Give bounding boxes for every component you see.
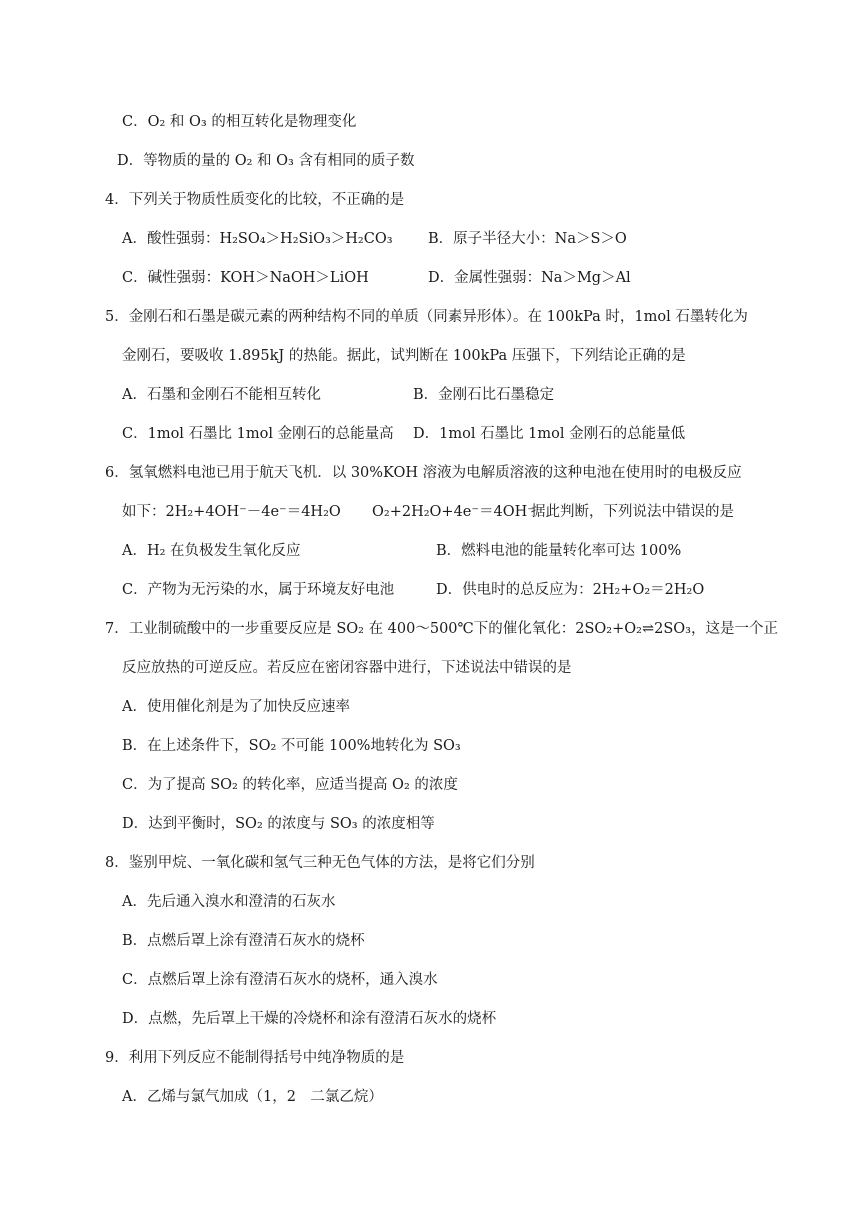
q8-option-b: B．点燃后罩上涂有澄清石灰水的烧杯 (122, 933, 365, 949)
q6-stem-line1: 6．氢氧燃料电池已用于航天飞机．以 30%KOH 溶液为电解质溶液的这种电池在使用时的电极反应 (105, 465, 742, 481)
q8-stem: 8．鉴别甲烷、一氧化碳和氢气三种无色气体的方法，是将它们分别 (105, 855, 535, 871)
q9-option-a: A．乙烯与氯气加成（1，2 二氯乙烷） (122, 1089, 383, 1105)
q7-stem-line2: 反应放热的可逆反应。若反应在密闭容器中进行，下述说法中错误的是 (122, 660, 572, 676)
q4-option-d: D．金属性强弱：Na＞Mg＞Al (428, 270, 631, 286)
q6-reaction-cathode: O₂+2H₂O+4e⁻＝4OH⁻ (372, 504, 535, 520)
q8-option-a: A．先后通入溴水和澄清的石灰水 (122, 894, 336, 910)
q7-option-d: D．达到平衡时，SO₂ 的浓度与 SO₃ 的浓度相等 (122, 816, 435, 832)
q7-option-a: A．使用催化剂是为了加快反应速率 (122, 699, 350, 715)
q7-option-c: C．为了提高 SO₂ 的转化率，应适当提高 O₂ 的浓度 (122, 777, 458, 793)
q6-option-b: B．燃料电池的能量转化率可达 100% (436, 543, 682, 559)
q5-stem-line1: 5．金刚石和石墨是碳元素的两种结构不同的单质（同素异形体）。在 100kPa 时，1mol 石墨转化为 (105, 309, 748, 325)
q6-option-c: C．产物为无污染的水，属于环境友好电池 (122, 582, 395, 598)
q7-option-b: B．在上述条件下，SO₂ 不可能 100%地转化为 SO₃ (122, 738, 461, 754)
q4-option-a: A．酸性强弱：H₂SO₄＞H₂SiO₃＞H₂CO₃ (122, 231, 393, 247)
q6-stem-question: 据此判断，下列说法中错误的是 (531, 504, 734, 520)
q5-option-a: A．石墨和金刚石不能相互转化 (122, 387, 321, 403)
q8-option-d: D．点燃，先后罩上干燥的冷烧杯和涂有澄清石灰水的烧杯 (122, 1011, 497, 1027)
q5-stem-line2: 金刚石，要吸收 1.895kJ 的热能。据此，试判断在 100kPa 压强下，下列结论正确的是 (122, 348, 686, 364)
q6-option-a: A．H₂ 在负极发生氧化反应 (122, 543, 301, 559)
q5-option-b: B．金刚石比石墨稳定 (413, 387, 555, 403)
q5-option-c: C．1mol 石墨比 1mol 金刚石的总能量高 (122, 426, 394, 442)
q4-stem: 4．下列关于物质性质变化的比较，不正确的是 (105, 192, 405, 208)
q6-reaction-anode: 如下：2H₂+4OH⁻－4e⁻＝4H₂O (122, 504, 341, 520)
q7-stem-line1: 7．工业制硫酸中的一步重要反应是 SO₂ 在 400～500℃下的催化氧化：2SO₂+O₂⇌2SO₃，这是一个正 (105, 621, 778, 637)
q6-option-d: D．供电时的总反应为：2H₂+O₂＝2H₂O (436, 582, 705, 598)
q4-option-b: B．原子半径大小：Na＞S＞O (428, 231, 627, 247)
q8-option-c: C．点燃后罩上涂有澄清石灰水的烧杯，通入溴水 (122, 972, 438, 988)
q3-option-d: D．等物质的量的 O₂ 和 O₃ 含有相同的质子数 (117, 153, 415, 169)
q9-stem: 9．利用下列反应不能制得括号中纯净物质的是 (105, 1050, 405, 1066)
q3-option-c: C．O₂ 和 O₃ 的相互转化是物理变化 (122, 114, 357, 130)
q5-option-d: D．1mol 石墨比 1mol 金刚石的总能量低 (413, 426, 686, 442)
q4-option-c: C．碱性强弱：KOH＞NaOH＞LiOH (122, 270, 369, 286)
